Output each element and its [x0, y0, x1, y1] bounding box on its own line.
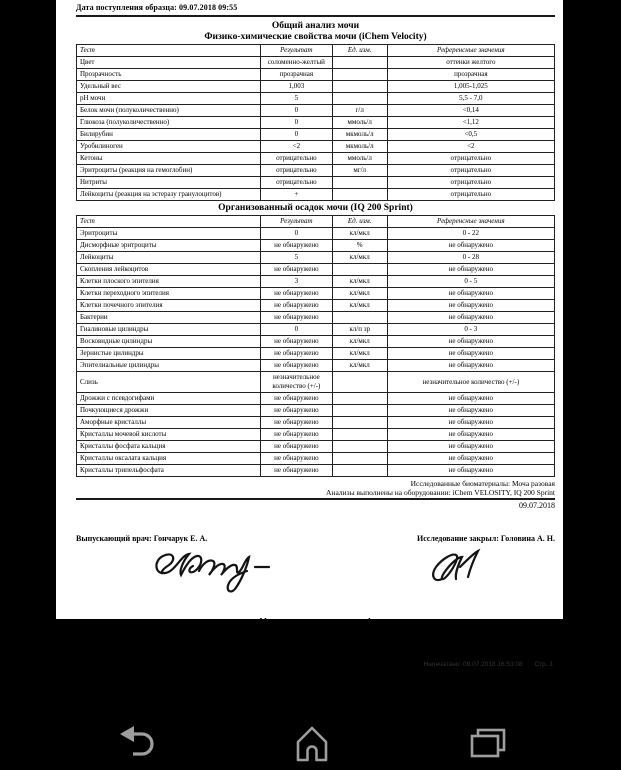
table-cell: [332, 93, 387, 105]
table-cell: Уробилиноген: [77, 141, 261, 153]
table-cell: не обнаружено: [387, 336, 554, 348]
table-cell: кл/мкл: [332, 252, 387, 264]
table-cell: не обнаружено: [387, 465, 554, 477]
table-cell: <2: [261, 141, 333, 153]
table-cell: 0: [261, 117, 333, 129]
table-cell: не обнаружено: [261, 312, 333, 324]
table-cell: отрицательно: [387, 189, 554, 201]
notice-line-2: Профиль "Госпитальный скрининг" во всех кабинетах КДЛ "Скайлаб" в субботу за 600р.: [82, 630, 549, 642]
table-row: [77, 372, 555, 393]
section2-title: Организованный осадок мочи (IQ 200 Sprint): [218, 203, 413, 213]
table-row: [77, 252, 555, 264]
table-cell: 0: [261, 129, 333, 141]
sample-received-date: Дата поступления образца: 09.07.2018 09:55: [76, 3, 238, 12]
table-cell: 5: [261, 252, 333, 264]
table-cell: Бактерии: [77, 312, 261, 324]
table-row: [77, 288, 555, 300]
table-cell: не обнаружено: [261, 240, 333, 252]
table-cell: Билирубин: [77, 129, 261, 141]
table-cell: Кристаллы мочевой кислоты: [77, 429, 261, 441]
table-cell: Клетки переходного эпителия: [77, 288, 261, 300]
table-cell: Удельный вес: [77, 81, 261, 93]
table-cell: 3: [261, 276, 333, 288]
doctors-row: [76, 534, 555, 543]
table-cell: не обнаружено: [261, 348, 333, 360]
table-row: [77, 441, 555, 453]
column-header: Референсные значения: [387, 216, 554, 228]
table-cell: pH мочи: [77, 93, 261, 105]
table-cell: отрицательно: [261, 165, 333, 177]
table-cell: кл/мкл: [332, 300, 387, 312]
table-cell: не обнаружено: [387, 300, 554, 312]
column-header: Результат: [261, 45, 333, 57]
report-close-date: 09.07.2018: [519, 501, 555, 510]
table-row: [77, 105, 555, 117]
column-header: Тест: [77, 216, 261, 228]
report-title: Общий анализ мочи: [271, 21, 360, 31]
table-row: [77, 69, 555, 81]
table-cell: Аморфные кристаллы: [77, 417, 261, 429]
table-cell: мкмоль/л: [332, 141, 387, 153]
table-cell: кл/мкл: [332, 360, 387, 372]
table-cell: [332, 312, 387, 324]
table-cell: Дрожжи с псевдогифами: [77, 393, 261, 405]
table-cell: ммоль/л: [332, 153, 387, 165]
table-cell: 0: [261, 324, 333, 336]
table-row: [77, 360, 555, 372]
table-cell: не обнаружено: [387, 360, 554, 372]
table-cell: 0: [261, 228, 333, 240]
table-cell: Клетки плоского эпителия: [77, 276, 261, 288]
table-cell: не обнаружено: [261, 288, 333, 300]
table-cell: [332, 405, 387, 417]
table-cell: незначительное количество (+/-): [387, 372, 554, 393]
table-cell: [332, 417, 387, 429]
table-cell: Эпителиальные цилиндры: [77, 360, 261, 372]
table-cell: %: [332, 240, 387, 252]
table-cell: не обнаружено: [387, 417, 554, 429]
table-cell: отрицательно: [261, 177, 333, 189]
notice-line-3: Вопросы по телефону 8(800)550-56-06: [216, 644, 415, 656]
table-cell: соломенно-желтый: [261, 57, 333, 69]
table-header-row: [77, 216, 555, 228]
column-header: Тест: [77, 45, 261, 57]
table-cell: не обнаружено: [387, 312, 554, 324]
table-cell: не обнаружено: [261, 453, 333, 465]
organized-sediment-table: [76, 215, 555, 477]
table-cell: 0 - 28: [387, 252, 554, 264]
android-navigation-bar: [0, 710, 621, 770]
table-cell: 5: [261, 93, 333, 105]
table-cell: не обнаружено: [261, 441, 333, 453]
table-cell: Лейкоциты (реакция на эстеразу гранулоцитов): [77, 189, 261, 201]
table-cell: не обнаружено: [261, 360, 333, 372]
table-cell: не обнаружено: [261, 300, 333, 312]
printed-timestamp: Напечатано: 09.07.2018 16:53:08: [423, 661, 523, 668]
table-row: [77, 177, 555, 189]
header-divider: [76, 15, 555, 17]
home-icon: [290, 724, 334, 764]
issuing-doctor: Выпускающий врач: Гончарук Е. А.: [76, 534, 208, 543]
table-cell: не обнаружено: [387, 393, 554, 405]
table-cell: Белок мочи (полуколичественно): [77, 105, 261, 117]
table-cell: [332, 393, 387, 405]
table-cell: Цвет: [77, 57, 261, 69]
table-row: [77, 264, 555, 276]
table-cell: не обнаружено: [387, 441, 554, 453]
table-cell: Прозрачность: [77, 69, 261, 81]
table-cell: Кристаллы трипельфосфата: [77, 465, 261, 477]
table-row: [77, 189, 555, 201]
client-notice: [76, 615, 555, 657]
table-cell: кл/п зр: [332, 324, 387, 336]
table-cell: Лейкоциты: [77, 252, 261, 264]
table-row: [77, 417, 555, 429]
notice-line-1: Уважаемые клиенты!: [259, 616, 372, 628]
table-cell: [332, 429, 387, 441]
back-arrow-icon: [116, 724, 160, 764]
equipment-line: Анализы выполнены на оборудовании: iChem VELOSITY, IQ 200 Sprint: [76, 488, 555, 500]
table-cell: кл/мкл: [332, 336, 387, 348]
table-cell: 5,5 - 7,0: [387, 93, 554, 105]
table-row: [77, 165, 555, 177]
table-row: [77, 240, 555, 252]
table-cell: кл/мкл: [332, 276, 387, 288]
table-cell: [332, 81, 387, 93]
table-cell: прозрачная: [261, 69, 333, 81]
table-cell: не обнаружено: [387, 453, 554, 465]
table-cell: не обнаружено: [387, 429, 554, 441]
table-cell: [332, 57, 387, 69]
table-cell: [332, 177, 387, 189]
lab-report-page: [56, 0, 563, 668]
table-row: [77, 141, 555, 153]
page-number: Стр. 1: [534, 661, 553, 668]
table-cell: не обнаружено: [387, 264, 554, 276]
table-row: [77, 405, 555, 417]
table-row: [77, 81, 555, 93]
table-cell: отрицательно: [387, 177, 554, 189]
table-cell: отрицательно: [387, 165, 554, 177]
table-cell: не обнаружено: [261, 465, 333, 477]
table-row: [77, 429, 555, 441]
printed-info: [76, 661, 555, 668]
table-row: [77, 453, 555, 465]
report-footer: [76, 479, 555, 510]
table-cell: Зернистые цилиндры: [77, 348, 261, 360]
table-cell: ммоль/л: [332, 117, 387, 129]
column-header: Ед. изм.: [332, 216, 387, 228]
table-cell: <0,14: [387, 105, 554, 117]
table-cell: Слизь: [77, 372, 261, 393]
table-row: [77, 324, 555, 336]
table-cell: кл/мкл: [332, 288, 387, 300]
table-cell: г/л: [332, 105, 387, 117]
table-cell: оттенки желтого: [387, 57, 554, 69]
column-header: Результат: [261, 216, 333, 228]
table-row: [77, 348, 555, 360]
signatures-area: [76, 543, 555, 603]
table-cell: прозрачная: [387, 69, 554, 81]
table-cell: не обнаружено: [261, 429, 333, 441]
table-cell: Гиалиновые цилиндры: [77, 324, 261, 336]
table-cell: 1,003: [261, 81, 333, 93]
closing-doctor: Исследование закрыл: Головина А. Н.: [417, 534, 555, 543]
table-cell: мкмоль/л: [332, 129, 387, 141]
table-cell: 0 - 22: [387, 228, 554, 240]
table-row: [77, 336, 555, 348]
table-cell: Почкующиеся дрожжи: [77, 405, 261, 417]
table-cell: [332, 372, 387, 393]
table-cell: [332, 264, 387, 276]
back-button[interactable]: [116, 724, 160, 764]
table-row: [77, 465, 555, 477]
table-cell: <0,5: [387, 129, 554, 141]
table-cell: кл/мкл: [332, 348, 387, 360]
table-cell: кл/мкл: [332, 228, 387, 240]
table-cell: не обнаружено: [261, 264, 333, 276]
table-cell: [332, 465, 387, 477]
table-cell: Дисморфные эритроциты: [77, 240, 261, 252]
section1-title: Физико-химические свойства мочи (iChem Velocity): [204, 32, 427, 42]
table-cell: Эритроциты: [77, 228, 261, 240]
table-row: [77, 393, 555, 405]
table-row: [77, 129, 555, 141]
doctor-signature-left: [151, 545, 281, 597]
table-cell: не обнаружено: [387, 240, 554, 252]
table-cell: отрицательно: [261, 153, 333, 165]
table-cell: +: [261, 189, 333, 201]
table-cell: [332, 189, 387, 201]
recent-apps-icon: [466, 724, 510, 764]
table-cell: не обнаружено: [261, 336, 333, 348]
table-cell: Клетки почечного эпителия: [77, 300, 261, 312]
table-cell: Глюкоза (полуколичественно): [77, 117, 261, 129]
table-header-row: [77, 45, 555, 57]
table-cell: не обнаружено: [261, 405, 333, 417]
table-cell: 0: [261, 105, 333, 117]
table-cell: не обнаружено: [261, 417, 333, 429]
table-cell: <1,12: [387, 117, 554, 129]
table-cell: не обнаружено: [387, 348, 554, 360]
table-cell: Кристаллы оксалата кальция: [77, 453, 261, 465]
table-cell: Восковидные цилиндры: [77, 336, 261, 348]
table-cell: не обнаружено: [387, 405, 554, 417]
recent-apps-button[interactable]: [466, 724, 510, 764]
biomaterials-line: Исследованные биоматериалы: Моча разовая: [410, 479, 555, 488]
physico-chemical-table: [76, 44, 555, 201]
table-cell: не обнаружено: [261, 393, 333, 405]
home-button[interactable]: [290, 724, 334, 764]
table-cell: Кетоны: [77, 153, 261, 165]
table-cell: отрицательно: [387, 153, 554, 165]
table-row: [77, 312, 555, 324]
table-cell: [332, 441, 387, 453]
table-cell: 1,005-1,025: [387, 81, 554, 93]
column-header: Ед. изм.: [332, 45, 387, 57]
table-row: [77, 57, 555, 69]
table-row: [77, 228, 555, 240]
table-row: [77, 117, 555, 129]
table-row: [77, 153, 555, 165]
doctor-signature-right: [426, 545, 496, 597]
table-cell: [332, 453, 387, 465]
table-cell: Скопления лейкоцитов: [77, 264, 261, 276]
table-cell: <2: [387, 141, 554, 153]
table-cell: мг/л: [332, 165, 387, 177]
table-cell: незначительное количество (+/-): [261, 372, 333, 393]
table-cell: Эритроциты (реакция на гемоглобин): [77, 165, 261, 177]
table-row: [77, 300, 555, 312]
table-cell: Нитриты: [77, 177, 261, 189]
table-row: [77, 276, 555, 288]
table-row: [77, 93, 555, 105]
table-cell: не обнаружено: [387, 288, 554, 300]
table-cell: [332, 69, 387, 81]
table-cell: 0 - 5: [387, 276, 554, 288]
table-cell: Кристаллы фосфата кальция: [77, 441, 261, 453]
column-header: Референсные значения: [387, 45, 554, 57]
table-cell: 0 - 3: [387, 324, 554, 336]
